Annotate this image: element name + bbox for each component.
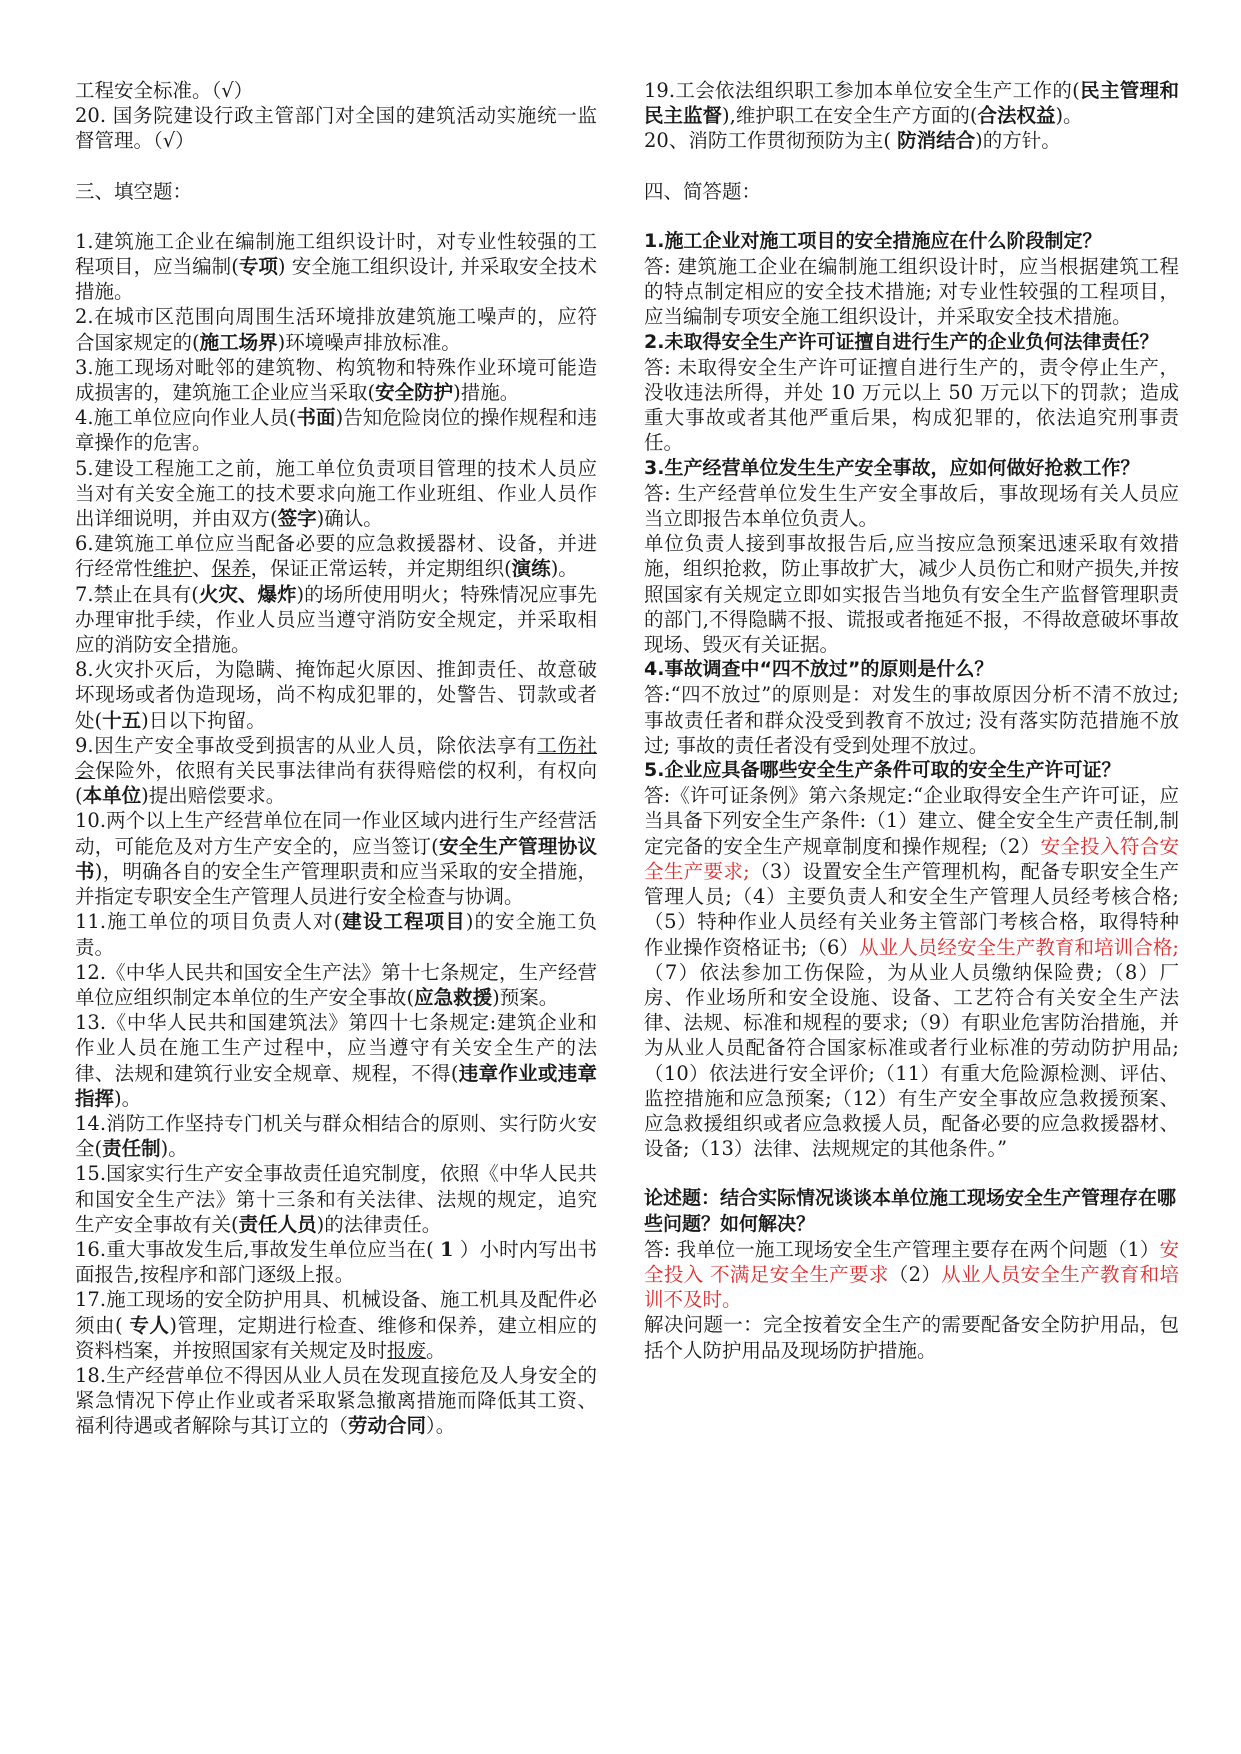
left-column xyxy=(75,78,597,1439)
section-title-short-answer: 四、简答题： xyxy=(644,179,762,203)
intro-line: 工程安全标准。（√） xyxy=(75,79,254,102)
fill-item: 18.生产经营单位不得因从业人员在发现直接危及人身安全的紧急情况下停止作业或者采取紧急撤离措施而降低其工资、福利待遇或者解除与其订立的（劳动合同）。 xyxy=(75,1363,597,1438)
answer-text: 答: 生产经营单位发生生产安全事故后，事故现场有关人员应当立即报告本单位负责人。 xyxy=(644,481,1179,531)
fill-item: 20、消防工作贯彻预防为主( 防消结合)的方针。 xyxy=(644,129,1061,153)
fill-item: 15.国家实行生产安全事故责任追究制度，依照《中华人民共和国安全生产法》第十三条和有关法律、法规的规定，追究生产安全事故有关(责任人员)的法律责任。 xyxy=(75,1162,597,1236)
fill-item: 1.建筑施工企业在编制施工组织设计时，对专业性较强的工程项目，应当编制(专项) 安全施工组织设计, 并采取安全技术措施。 xyxy=(75,229,597,304)
right-column xyxy=(644,78,1179,1363)
question: 2.未取得安全生产许可证擅自进行生产的企业负何法律责任？ xyxy=(644,330,1159,353)
answer: 责任制 xyxy=(102,1137,161,1161)
fill-item: 2.在城市区范围向周围生活环境排放建筑施工噪声的，应符合国家规定的(施工场界)环境噪声排放标准。 xyxy=(75,305,597,354)
answer-text: 单位负责人接到事故报告后,应当按应急预案迅速采取有效措施，组织抢救，防止事故扩大，减少人员伤亡和财产损失,并按照国家有关规定立即如实报告当地负有安全生产监督管理职责的部门,不得隐瞒不报、谎报或者拖延不报，不得故意破坏事故现场、毁灭有关证据。 xyxy=(644,532,1179,657)
fill-item: 12.《中华人民共和国安全生产法》第十七条规定，生产经营单位应组织制定本单位的生产安全事故(应急救援)预案。 xyxy=(75,960,597,1009)
answer: 专项 xyxy=(238,255,278,279)
fill-item: 4.施工单位应向作业人员(书面)告知危险岗位的操作规程和违章操作的危害。 xyxy=(75,406,597,455)
fill-item: 6.建筑施工单位应当配备必要的应急救援器材、设备，并进行经常性维护、保养，保证正常运转，并定期组织(演练)。 xyxy=(75,532,597,581)
fill-item: 14.消防工作坚持专门机关与群众相结合的原则、实行防火安全(责任制)。 xyxy=(75,1111,597,1161)
answer: 安全生产管理协议书 xyxy=(75,834,597,883)
answer: 建设工程项目 xyxy=(341,910,466,934)
fill-item: 19.工会依法组织职工参加本单位安全生产工作的(民主管理和民主监督),维护职工在安全生产方面的(合法权益)。 xyxy=(644,79,1179,128)
fill-item: 7.禁止在具有(火灾、爆炸)的场所使用明火；特殊情况应事先办理审批手续，作业人员应当遵守消防安全规定，并采取相应的消防安全措施。 xyxy=(75,582,597,657)
answer: 演练 xyxy=(511,557,551,581)
section-title-fill-blank: 三、填空题： xyxy=(75,179,193,203)
answer: 违章作业或违章指挥 xyxy=(75,1061,597,1110)
answer: 劳动合同 xyxy=(348,1414,427,1438)
answer: 责任人员 xyxy=(238,1212,317,1236)
answer-text: 答: 建筑施工企业在编制施工组织设计时，应当根据建筑工程的特点制定相应的安全技术措施; 对专业性较强的工程项目，应当编制专项安全施工组织设计，并采取安全技术措施。 xyxy=(644,255,1179,329)
highlight-red: 从业人员安全生产教育和培训不及时。 xyxy=(644,1262,1179,1312)
fill-item: 8.火灾扑灭后，为隐瞒、掩饰起火原因、推卸责任、故意破坏现场或者伪造现场，尚不构成犯罪的，处警告、罚款或者处(十五)日以下拘留。 xyxy=(75,658,597,732)
answer-text: 答: 未取得安全生产许可证擅自进行生产的，责令停止生产，没收违法所得，并处 10 万元以上 50 万元以下的罚款；造成重大事故或者其他严重后果，构成犯罪的，依法追究刑事责任。 xyxy=(644,355,1179,455)
answer: 应急救援 xyxy=(414,985,493,1009)
answer: 十五 xyxy=(102,708,142,732)
answer: 民主管理和民主监督 xyxy=(644,79,1179,128)
answer-text: 答:《许可证条例》第六条规定:“企业取得安全生产许可证，应当具备下列安全生产条件:（1）建立、健全安全生产责任制,制定完备的安全生产规章制度和操作规程;（2）安全投入符合安全生产要求;（3）设置安全生产管理机构，配备专职安全生产管理人员;（4）主要负责人和安全生产管理人员经考核合格;（5）特种作业人员经有关业务主管部门考核合格，取得特种作业操作资格证书;（6）从业人员经安全生产教育和培训合格;（7）依法参加工伤保险，为从业人员缴纳保险费;（8）厂房、作业场所和安全设施、设备、工艺符合有关安全生产法律、法规、标准和规程的要求;（9）有职业危害防治措施，并为从业人员配备符合国家标准或者行业标准的劳动防护用品;（10）依法进行安全评价;（11）有重大危险源检测、评估、监控措施和应急预案;（12）有生产安全事故应急救援预案、应急救援组织或者应急救援人员，配备必要的应急救援器材、设备;（13）法律、法规规定的其他条件。” xyxy=(644,784,1179,1161)
answer-text: 答: 我单位一施工现场安全生产管理主要存在两个问题（1）安全投入 不满足安全生产要求（2）从业人员安全生产教育和培训不及时。 xyxy=(644,1237,1179,1312)
answer: 1 xyxy=(439,1237,454,1261)
fill-item: 10.两个以上生产经营单位在同一作业区域内进行生产经营活动，可能危及对方生产安全的，应当签订(安全生产管理协议书)，明确各自的安全生产管理职责和应当采取的安全措施，并指定专职安全生产管理人员进行安全检查与协调。 xyxy=(75,809,597,909)
answer-text: 解决问题一：完全按着安全生产的需要配备安全防护用品，包括个人防护用品及现场防护措施。 xyxy=(644,1313,1179,1362)
answer: 本单位 xyxy=(82,784,142,808)
fill-item: 5.建设工程施工之前，施工单位负责项目管理的技术人员应当对有关安全施工的技术要求向施工作业班组、作业人员作出详细说明，并由双方(签字)确认。 xyxy=(75,456,597,531)
answer: 专人 xyxy=(129,1313,170,1337)
answer-text: 答:“四不放过”的原则是：对发生的事故原因分析不清不放过; 事故责任者和群众没受到教育不放过; 没有落实防范措施不放过; 事故的责任者没有受到处理不放过。 xyxy=(644,683,1179,757)
fill-item: 13.《中华人民共和国建筑法》第四十七条规定:建筑企业和作业人员在施工生产过程中，应当遵守有关安全生产的法律、法规和建筑行业安全规章、规程，不得(违章作业或违章指挥)。 xyxy=(75,1011,597,1110)
answer: 书面 xyxy=(296,406,336,430)
answer: 防消结合 xyxy=(897,129,976,153)
question: 1.施工企业对施工项目的安全措施应在什么阶段制定？ xyxy=(644,229,1102,252)
answer: 施工场界 xyxy=(199,330,278,354)
highlight-red: 从业人员经安全生产教育和培训合格; xyxy=(859,935,1179,959)
question: 5.企业应具备哪些安全生产条件可取的安全生产许可证？ xyxy=(644,759,1121,782)
essay-question: 论述题：结合实际情况谈谈本单位施工现场安全生产管理存在哪些问题？如何解决？ xyxy=(644,1187,1177,1235)
highlight-red: 安全投入符合安全生产要求; xyxy=(644,834,1179,883)
highlight-red: 安全投入 不满足安全生产要求 xyxy=(644,1237,1179,1286)
question: 3.生产经营单位发生生产安全事故，应如何做好抢救工作？ xyxy=(644,456,1140,479)
question: 4.事故调查中“四不放过”的原则是什么？ xyxy=(644,658,994,681)
intro-line: 20. 国务院建设行政主管部门对全国的建筑活动实施统一监督管理。（√） xyxy=(75,104,597,153)
fill-item: 17.施工现场的安全防护用具、机械设备、施工机具及配件必须由( 专人)管理，定期进行检查、维修和保养，建立相应的资料档案，并按照国家有关规定及时报废。 xyxy=(75,1288,598,1362)
answer: 签字 xyxy=(277,507,317,531)
answer: 火灾、爆炸 xyxy=(198,582,297,606)
answer: 合法权益 xyxy=(977,104,1056,128)
answer: 安全防护 xyxy=(375,381,454,405)
fill-item: 3.施工现场对毗邻的建筑物、构筑物和特殊作业环境可能造成损害的，建筑施工企业应当采取(安全防护)措施。 xyxy=(75,355,597,405)
fill-item: 16.重大事故发生后,事故发生单位应当在( 1 ）小时内写出书面报告,按程序和部门逐级上报。 xyxy=(75,1237,597,1287)
fill-item: 11.施工单位的项目负责人对(建设工程项目)的安全施工负责。 xyxy=(75,910,597,959)
fill-item: 9.因生产安全事故受到损害的从业人员，除依法享有工伤社会保险外，依照有关民事法律尚有获得赔偿的权利，有权向(本单位)提出赔偿要求。 xyxy=(75,733,597,808)
